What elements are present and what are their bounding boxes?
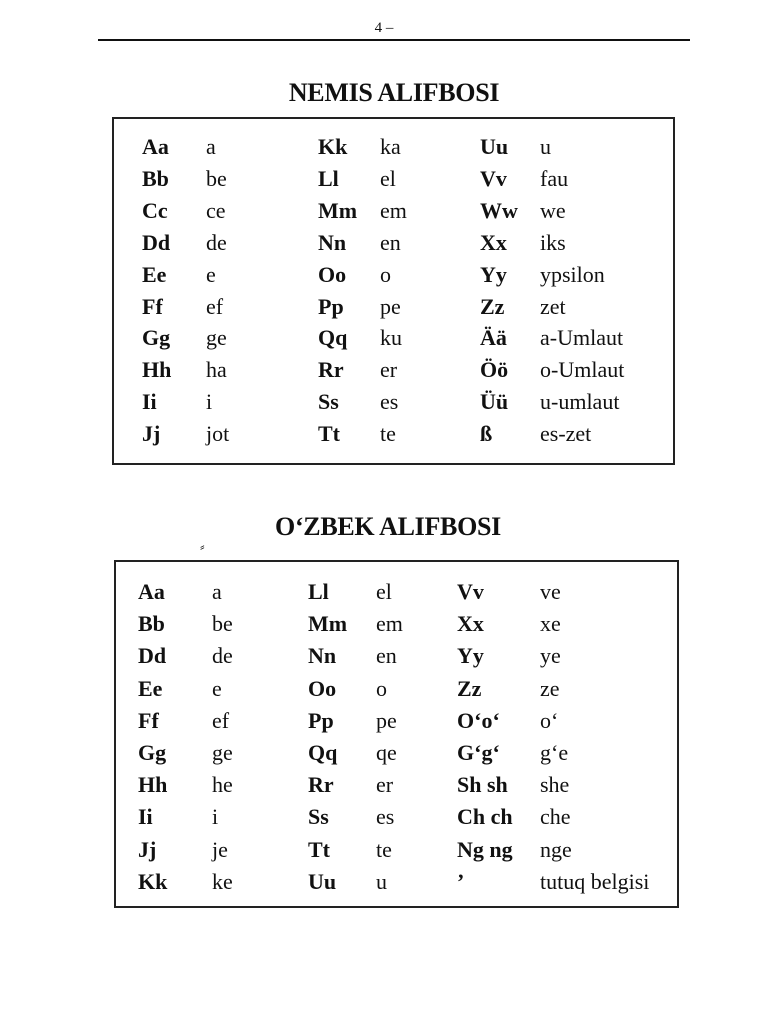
- german-letter: Ee: [142, 261, 167, 287]
- uzbek-letter: Yy: [457, 643, 484, 669]
- uzbek-letter-name: te: [376, 836, 392, 862]
- german-letter-name: o: [380, 261, 391, 287]
- german-letter-name: fau: [540, 165, 569, 191]
- german-letter-name: ef: [206, 293, 224, 319]
- uzbek-letter: Aa: [138, 579, 165, 604]
- german-letter: Ww: [480, 197, 518, 223]
- german-letter: Zz: [480, 293, 505, 319]
- german-letter-name: em: [380, 197, 407, 223]
- uzbek-letter: O‘o‘: [457, 707, 500, 733]
- uzbek-letter-name: i: [212, 804, 219, 830]
- german-letter: Mm: [318, 197, 358, 223]
- uzbek-letter: Rr: [308, 772, 334, 798]
- german-letter: Ll: [318, 165, 339, 191]
- german-letter: Uu: [480, 134, 509, 159]
- uzbek-letter-name: ze: [540, 675, 560, 701]
- german-letter-name: de: [206, 229, 227, 255]
- uzbek-letter-name: es: [376, 804, 395, 830]
- german-letter-name: es-zet: [540, 421, 592, 447]
- german-letter: Xx: [480, 229, 507, 255]
- german-letter-name: er: [380, 357, 398, 383]
- uzbek-letter: Pp: [308, 707, 334, 733]
- uzbek-letter-name: ge: [212, 740, 233, 765]
- uzbek-letter: Dd: [138, 643, 167, 669]
- uzbek-letter-name: el: [376, 579, 392, 604]
- uzbek-letter-name: g‘e: [540, 740, 569, 765]
- uzbek-letter-name: xe: [540, 611, 561, 637]
- german-letter-name: o-Umlaut: [540, 357, 625, 383]
- uzbek-letter-name: she: [540, 772, 570, 798]
- german-letter-name: be: [206, 165, 227, 191]
- uzbek-letter: Vv: [457, 579, 484, 604]
- german-letter-name: ku: [380, 325, 402, 351]
- german-letter: Tt: [318, 421, 340, 447]
- uzbek-letter-name: he: [212, 772, 233, 798]
- uzbek-letter-name: u: [376, 868, 387, 894]
- german-letter-name: en: [380, 229, 401, 255]
- german-letter-name: e: [206, 261, 216, 287]
- uzbek-letter-name: pe: [376, 707, 397, 733]
- german-letter-name: el: [380, 165, 396, 191]
- header-rule: [98, 39, 690, 41]
- german-letter: Ff: [142, 293, 163, 319]
- uzbek-letter-name: tutuq belgisi: [540, 868, 650, 894]
- stray-ink-mark: ⸗: [200, 540, 205, 555]
- german-letter: Ii: [142, 389, 157, 415]
- german-letter: Kk: [318, 134, 348, 159]
- uzbek-letter-name: ye: [540, 643, 561, 669]
- uzbek-letter-name: o‘: [540, 707, 559, 733]
- uzbek-letter: Mm: [308, 611, 348, 637]
- german-letter-name: a: [206, 134, 216, 159]
- uzbek-letter: Ng ng: [457, 836, 513, 862]
- german-letter: Üü: [480, 389, 509, 415]
- uzbek-letter-name: ke: [212, 868, 233, 894]
- german-letter: Nn: [318, 229, 347, 255]
- uzbek-letter-name: nge: [540, 836, 572, 862]
- uzbek-letter: Sh sh: [457, 772, 508, 798]
- german-letter: Vv: [480, 165, 507, 191]
- uzbek-letter-name: qe: [376, 740, 397, 765]
- uzbek-letter-name: e: [212, 675, 222, 701]
- uzbek-letter-name: de: [212, 643, 233, 669]
- uzbek-letter: Gg: [138, 740, 167, 765]
- uzbek-letter-name: ve: [540, 579, 561, 604]
- german-letter: Ss: [318, 389, 339, 415]
- german-letter: Öö: [480, 357, 509, 383]
- german-letter-name: zet: [540, 293, 566, 319]
- uzbek-letter-name: che: [540, 804, 571, 830]
- uzbek-letter-name: be: [212, 611, 233, 637]
- uzbek-letter: Bb: [138, 611, 165, 637]
- uzbek-letter: Ff: [138, 707, 159, 733]
- german-letter-name: jot: [206, 421, 230, 447]
- german-letter-name: pe: [380, 293, 401, 319]
- german-letter-name: ypsilon: [540, 261, 605, 287]
- uzbek-letter: Uu: [308, 868, 337, 894]
- german-letter: Yy: [480, 261, 507, 287]
- german-letter: ß: [480, 421, 493, 447]
- german-alphabet-table: [112, 117, 675, 465]
- german-letter-name: i: [206, 389, 213, 415]
- uzbek-letter: Oo: [308, 675, 337, 701]
- uzbek-letter: ’: [457, 868, 465, 894]
- uzbek-letter-name: o: [376, 675, 387, 701]
- uzbek-letter: Kk: [138, 868, 168, 894]
- german-letter-name: ka: [380, 134, 401, 159]
- uzbek-letter-name: en: [376, 643, 397, 669]
- uzbek-letter-name: er: [376, 772, 394, 798]
- german-letter: Gg: [142, 325, 171, 351]
- uzbek-letter: G‘g‘: [457, 740, 500, 765]
- uzbek-letter: Ss: [308, 804, 329, 830]
- uzbek-letter: Nn: [308, 643, 337, 669]
- page-number: 4 –: [374, 20, 394, 36]
- uzbek-letter: Zz: [457, 675, 482, 701]
- german-letter: Dd: [142, 229, 171, 255]
- german-letter: Oo: [318, 261, 347, 287]
- german-letter-name: es: [380, 389, 399, 415]
- uzbek-letter-name: ef: [212, 707, 230, 733]
- german-letter: Rr: [318, 357, 344, 383]
- german-letter: Jj: [142, 421, 161, 447]
- german-letter-name: te: [380, 421, 396, 447]
- german-alphabet-title: NEMIS ALIFBOSI: [288, 78, 500, 107]
- uzbek-letter: Ii: [138, 804, 153, 830]
- german-letter: Cc: [142, 197, 168, 223]
- german-letter: Pp: [318, 293, 344, 319]
- uzbek-letter: Ee: [138, 675, 163, 701]
- german-letter-name: iks: [540, 229, 566, 255]
- german-letter-name: we: [540, 197, 566, 223]
- german-letter: Aa: [142, 134, 169, 159]
- german-letter-name: a-Umlaut: [540, 325, 624, 351]
- uzbek-letter: Xx: [457, 611, 484, 637]
- german-letter-name: ha: [206, 357, 227, 383]
- german-letter-name: u: [540, 134, 551, 159]
- uzbek-alphabet-title: O‘ZBEK ALIFBOSI: [275, 512, 501, 541]
- uzbek-letter: Ch ch: [457, 804, 513, 830]
- uzbek-letter: Hh: [138, 772, 168, 798]
- german-letter-name: ce: [206, 197, 226, 223]
- uzbek-letter-name: je: [212, 836, 228, 862]
- german-letter: Hh: [142, 357, 172, 383]
- german-letter: Ää: [480, 325, 507, 351]
- german-letter-name: u-umlaut: [540, 389, 620, 415]
- uzbek-alphabet-table: [114, 560, 679, 908]
- german-letter-name: ge: [206, 325, 227, 351]
- uzbek-letter: Ll: [308, 579, 329, 604]
- uzbek-letter: Tt: [308, 836, 330, 862]
- uzbek-letter: Qq: [308, 740, 338, 765]
- uzbek-letter: Jj: [138, 836, 157, 862]
- german-letter: Bb: [142, 165, 169, 191]
- uzbek-letter-name: a: [212, 579, 222, 604]
- uzbek-letter-name: em: [376, 611, 403, 637]
- german-letter: Qq: [318, 325, 348, 351]
